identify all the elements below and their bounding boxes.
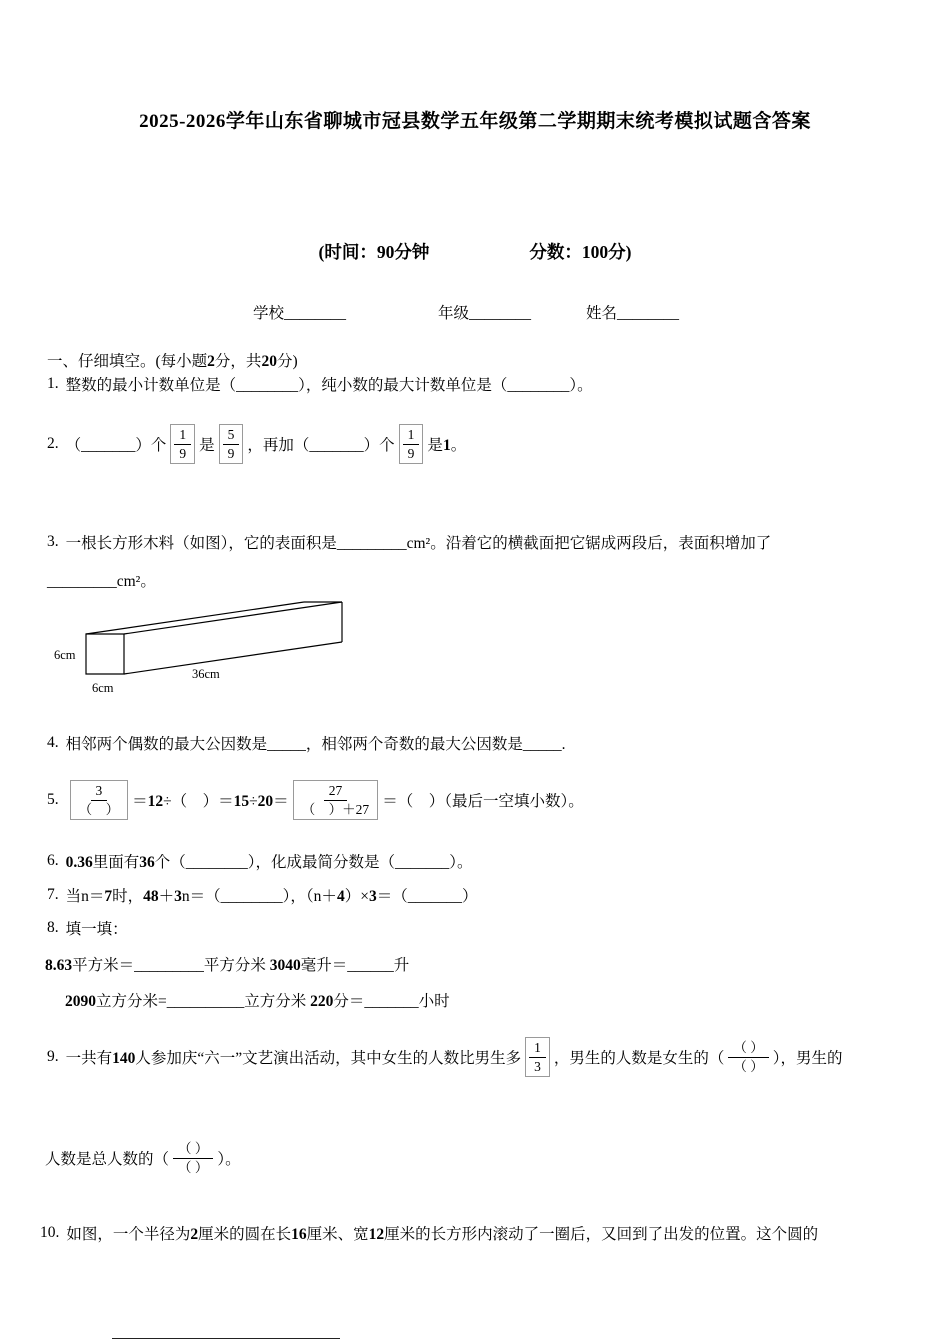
fraction-denominator: （ ）＋27 (301, 801, 370, 817)
page-title: 2025-2026学年山东省聊城市冠县数学五年级第二学期期末统考模拟试题含答案 (139, 111, 811, 132)
fraction-numerator: 1 (529, 1040, 546, 1058)
question-9-text-4: 人数是总人数的（ (45, 1151, 170, 1168)
question-2-text-3: ，再加（_______）个 (247, 437, 395, 455)
question-9-text-2: ，男生的人数是女生的（ (553, 1050, 725, 1067)
question-8-line2 (65, 989, 450, 1011)
question-9-text-5: ）。 (217, 1151, 241, 1168)
question-6-text: 0.36里面有36个（________），化成最简分数是（_______）。 (65, 854, 473, 871)
question-8 (47, 917, 128, 939)
question-2-number: 2. (47, 435, 59, 453)
fraction-numerator: （ ） (728, 1040, 768, 1058)
question-4-text: 相邻两个偶数的最大公因数是_____，相邻两个奇数的最大公因数是_____. (65, 736, 566, 753)
fraction-one-ninth-2 (399, 424, 424, 464)
rectangular-prism-diagram (52, 592, 362, 704)
question-6-number: 6. (47, 852, 59, 869)
fraction-3-over-blank (70, 780, 129, 820)
fraction-one-ninth (170, 424, 195, 464)
prism-outline (86, 602, 342, 674)
grade-blank: 年级________ (438, 305, 532, 322)
question-3-number: 3. (47, 533, 59, 550)
question-5-number: 5. (47, 791, 59, 808)
fraction-numerator: 1 (174, 427, 191, 445)
question-7-number: 7. (47, 886, 59, 903)
question-2-text-1: （_______）个 (65, 437, 167, 455)
question-10-number: 10. (40, 1224, 60, 1241)
question-9-number: 9. (47, 1048, 59, 1065)
question-10-figure-partial-edge (112, 1338, 340, 1339)
question-9-text-3: ），男生的 (772, 1050, 843, 1067)
time-score-line (0, 239, 950, 264)
fraction-numerator: 3 (91, 783, 108, 801)
fraction-numerator: （ ） (173, 1141, 213, 1159)
fraction-numerator: 5 (223, 427, 240, 445)
question-4 (47, 732, 566, 754)
question-3-line2 (47, 569, 156, 591)
question-6 (47, 850, 473, 872)
fraction-five-ninths (219, 424, 244, 464)
fraction-denominator: 9 (179, 445, 187, 461)
prism-length-label: 36cm (192, 667, 220, 681)
fraction-denominator: 9 (227, 445, 235, 461)
student-info-line (0, 301, 950, 323)
prism-width-label: 6cm (92, 681, 114, 695)
fraction-numerator: 1 (403, 427, 420, 445)
fraction-numerator: 27 (324, 783, 348, 801)
question-3-text-line1: 一根长方形木料（如图），它的表面积是_________cm²。沿着它的横截面把它锯成两段后，表面积增加了 (65, 535, 772, 552)
question-5 (47, 776, 584, 824)
time-label: (时间：90分钟 (318, 242, 430, 262)
question-8-conversion-line1: 8.63平方米＝_________平方分米 3040毫升＝______升 (45, 957, 410, 974)
question-2 (47, 424, 466, 464)
question-9-text-1: 一共有140人参加庆“六一”文艺演出活动，其中女生的人数比男生多 (65, 1050, 522, 1067)
section-1-heading: 一、仔细填空。(每小题2分，共20分) (47, 353, 298, 370)
question-8-line1 (45, 953, 409, 975)
fraction-denominator: （ ） (178, 1159, 209, 1175)
question-2-text-2: 是 (199, 437, 215, 455)
question-3 (47, 531, 771, 553)
school-blank: 学校________ (253, 305, 347, 322)
question-1-text: 整数的最小计数单位是（________），纯小数的最大计数单位是（________）。 (65, 377, 593, 394)
fraction-denominator: 3 (534, 1058, 541, 1074)
question-4-number: 4. (47, 734, 59, 751)
fraction-denominator: （ ） (78, 801, 120, 817)
question-8-conversion-line2: 2090立方分米=__________立方分米 220分＝_______小时 (65, 993, 450, 1010)
fraction-blank-over-blank-2 (173, 1141, 213, 1175)
prism-height-label: 6cm (54, 648, 76, 662)
question-8-number: 8. (47, 919, 59, 936)
fraction-blank-over-blank (728, 1040, 768, 1074)
question-7 (47, 884, 477, 906)
question-9 (47, 1028, 843, 1086)
question-9-line2 (45, 1132, 241, 1184)
question-5-equation-1: ＝12÷（ ）＝15÷20＝ (132, 793, 289, 810)
question-7-text: 当n＝7时，48＋3n＝（________），（n＋4）×3＝（_______） (65, 888, 478, 905)
fraction-one-third (525, 1037, 550, 1077)
question-1 (47, 373, 593, 395)
fraction-denominator: （ ） (733, 1058, 764, 1074)
fraction-27-over-blank-plus-27 (293, 780, 379, 820)
question-3-text-line2: _________cm²。 (47, 573, 156, 590)
question-10-text: 如图，一个半径为2厘米的圆在长16厘米、宽12厘米的长方形内滚动了一圈后，又回到了出发的位置。这个圆的 (66, 1226, 819, 1243)
question-2-text-4: 是1。 (427, 437, 467, 455)
question-10 (40, 1222, 818, 1244)
question-5-equation-2: ＝（ ）（最后一空填小数）。 (382, 793, 584, 810)
question-8-label: 填一填： (65, 921, 128, 938)
score-label: 分数：100分) (529, 242, 632, 262)
fraction-denominator: 9 (407, 445, 415, 461)
question-1-number: 1. (47, 375, 59, 392)
name-blank: 姓名________ (586, 305, 680, 322)
